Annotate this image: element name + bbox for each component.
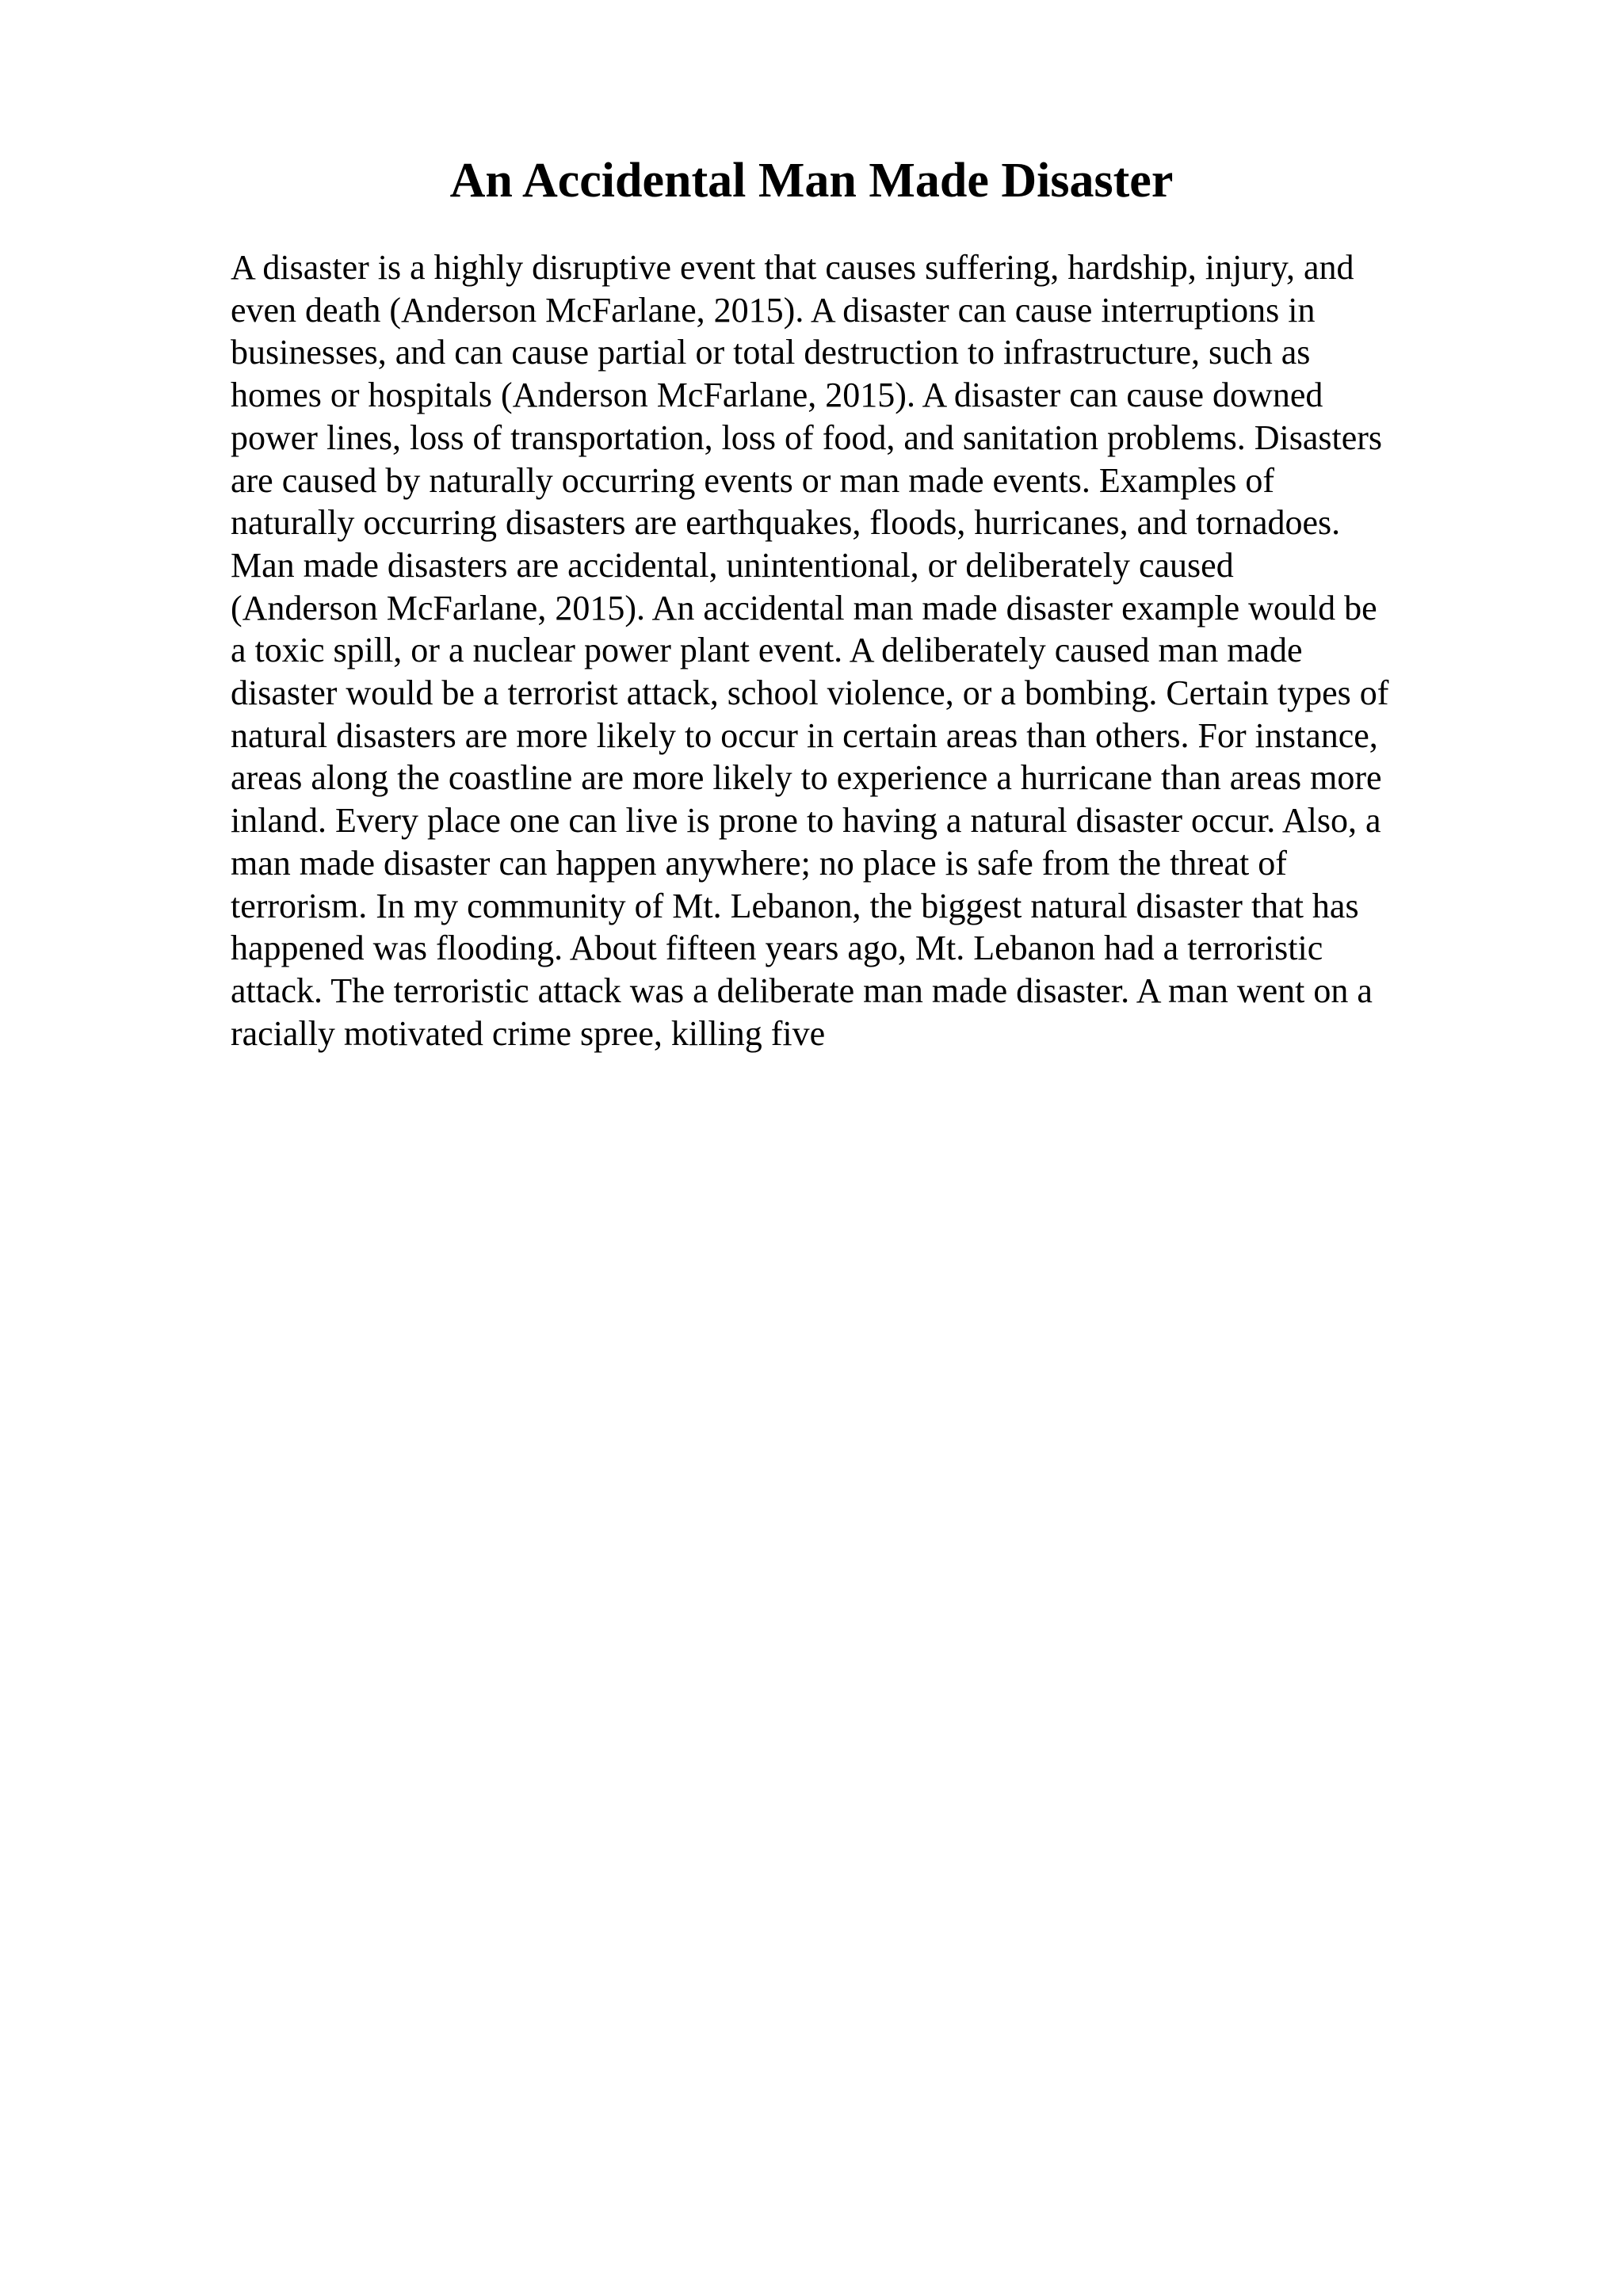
text-line: inland. Every place one can live is prone to having a natural disaster occur. Also, a [231, 801, 1381, 841]
text-line: homes or hospitals (Anderson McFarlane, 2015). A disaster can cause downed [231, 376, 1323, 415]
text-line: disaster would be a terrorist attack, school violence, or a bombing. Certain types of [231, 673, 1389, 713]
body-paragraph [231, 246, 1467, 1055]
text-line: even death (Anderson McFarlane, 2015). A disaster can cause interruptions in [231, 290, 1316, 330]
text-line: naturally occurring disasters are earthquakes, floods, hurricanes, and tornadoes. [231, 503, 1341, 543]
text-line: natural disasters are more likely to occur in certain areas than others. For instance, [231, 715, 1378, 755]
text-line: a toxic spill, or a nuclear power plant event. A deliberately caused man made [231, 631, 1303, 670]
text-line: man made disaster can happen anywhere; no place is safe from the threat of [231, 843, 1287, 883]
text-line: areas along the coastline are more likely to experience a hurricane than areas more [231, 758, 1382, 798]
text-line: (Anderson McFarlane, 2015). An accidental man made disaster example would be [231, 588, 1377, 627]
text-line: power lines, loss of transportation, loss of food, and sanitation problems. Disasters [231, 418, 1383, 457]
text-line: racially motivated crime spree, killing five [231, 1013, 826, 1053]
text-line: businesses, and can cause partial or total destruction to infrastructure, such as [231, 333, 1311, 372]
text-line: Man made disasters are accidental, unintentional, or deliberately caused [231, 545, 1234, 585]
text-line: are caused by naturally occurring events or man made events. Examples of [231, 460, 1275, 500]
text-line: attack. The terroristic attack was a deliberate man made disaster. A man went on a [231, 971, 1373, 1010]
text-line: happened was flooding. About fifteen years ago, Mt. Lebanon had a terroristic [231, 929, 1323, 968]
text-line: A disaster is a highly disruptive event that causes suffering, hardship, injury, and [231, 248, 1354, 287]
document-title: An Accidental Man Made Disaster [449, 154, 1174, 208]
text-line: terrorism. In my community of Mt. Lebanon, the biggest natural disaster that has [231, 886, 1359, 925]
